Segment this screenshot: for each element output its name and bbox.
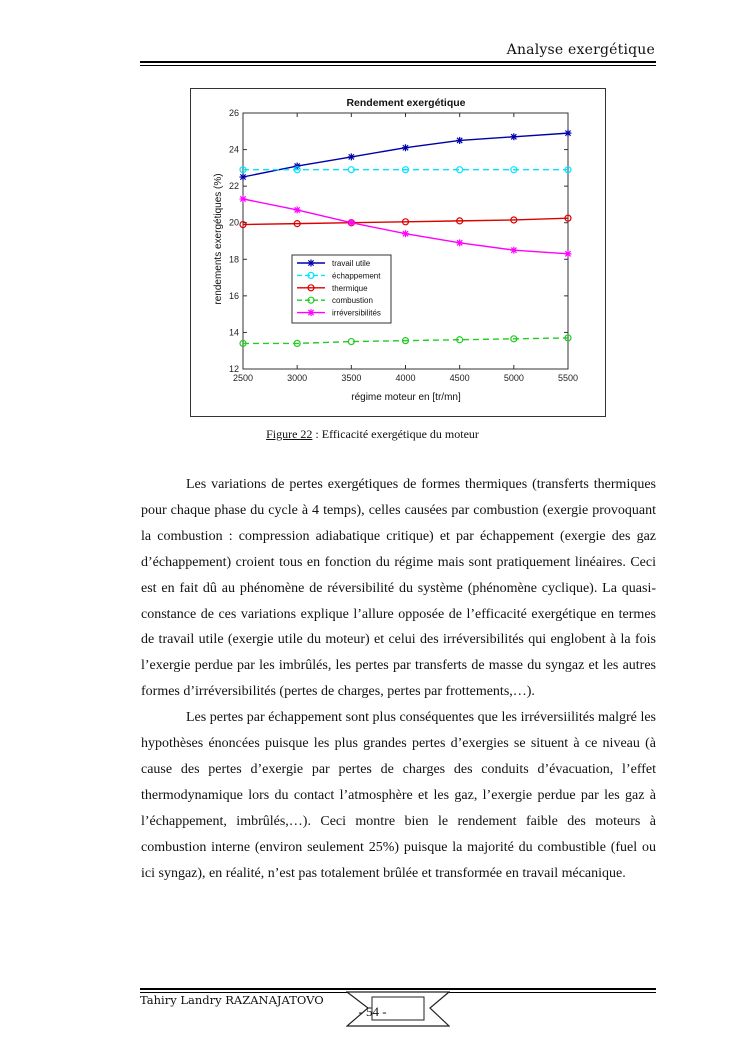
x-tick-label: 2500 — [232, 373, 254, 383]
y-tick-label: 18 — [228, 254, 239, 265]
series-4-point — [294, 206, 301, 213]
x-tick-label: 5500 — [557, 373, 579, 383]
running-header-title: Analyse exergétique — [506, 42, 655, 58]
legend-label-4: irréversibilités — [332, 308, 381, 318]
x-tick-label: 5000 — [503, 373, 524, 383]
line-chart — [191, 89, 605, 416]
y-tick-label: 12 — [228, 364, 239, 374]
legend-label-3: combustion — [332, 296, 373, 306]
series-4-point — [348, 219, 355, 226]
series-0-point — [402, 144, 409, 151]
figure-caption-label: Figure 22 — [266, 427, 313, 441]
legend-label-2: thermique — [332, 283, 368, 293]
figure-caption-text: : Efficacité exergétique du moteur — [312, 427, 479, 441]
figure-caption — [0, 427, 745, 442]
legend-label-0: travail utile — [332, 259, 371, 268]
chart-y-axis-label: rendements exergétiques (%) — [213, 173, 224, 305]
series-0-point — [456, 137, 463, 144]
series-0-point — [565, 130, 572, 137]
series-0-point — [240, 174, 247, 181]
series-0-point — [348, 153, 355, 160]
chart-x-axis-label: régime moteur en [tr/mn] — [351, 392, 461, 403]
series-4-point — [510, 247, 517, 254]
header-rule-thick — [140, 61, 656, 63]
page-number: - 54 - — [358, 1004, 387, 1019]
series-0-point — [510, 133, 517, 140]
x-tick-label: 4000 — [395, 373, 416, 383]
y-tick-label: 24 — [228, 144, 239, 155]
y-tick-label: 14 — [228, 327, 239, 338]
plot-area — [243, 113, 568, 369]
legend-marker-0 — [308, 260, 315, 267]
figure-chart — [190, 88, 606, 417]
body-text — [141, 472, 656, 887]
footer-author: Tahiry Landry RAZANAJATOVO — [140, 993, 324, 1007]
series-4-point — [402, 230, 409, 237]
y-tick-label: 22 — [228, 181, 239, 192]
y-tick-label: 20 — [228, 217, 239, 228]
series-4-point — [240, 195, 247, 202]
paragraph-1: Les variations de pertes exergétiques de formes thermiques (transferts thermiques pour chaque phase du cycle à 4 temps), celles causées par combustion (exergie provoquant la combustion : compression adiabatique critique) et par échappement (exergie des gaz d’échappement) croient tous en fonction du régime mais sont pratiquement linéaires. Ceci est en fait dû au phénomène de réversibilité du système (phénomène cyclique). La quasi-constance de ces variations explique l’allure opposée de l’efficacité exergétique en termes de travail utile (exergie utile du moteur) et celui des irréversibilités qui englobent à la fois l’exergie perdue par les imbrûlés, les pertes par transferts de masse du syngaz et les autres formes d’irréversibilités (pertes de charges, pertes par frottements,…). — [141, 477, 656, 700]
series-4-point — [565, 250, 572, 257]
series-4-point — [456, 239, 463, 246]
paragraph-2: Les pertes par échappement sont plus conséquentes que les irréversiilités malgré les hypothèses énoncées puisque les plus grandes pertes d’exergies se situent à ce niveau (à cause des pertes d’exergie par pertes de charges des conduits d’évacuation, l’effet thermodynamique lors du contact l’atmosphère et les gaz, l’exergie perdue par les gaz à l’échappement, imbrûlés,…). Ceci montre bien le rendement faible des moteurs à combustion interne (environ seulement 25%) puisque la majorité du combustible (fuel ou ici syngaz), en réalité, n’est pas totalement brûlée et transformée en travail mécanique. — [141, 710, 656, 881]
legend-label-1: échappement — [332, 271, 381, 281]
header-rule-thin — [140, 65, 656, 66]
x-tick-label: 3500 — [341, 373, 362, 383]
chart-title: Rendement exergétique — [346, 97, 466, 109]
footer-rule-thick — [140, 988, 656, 990]
x-tick-label: 3000 — [287, 373, 308, 383]
y-tick-label: 26 — [228, 108, 239, 118]
x-tick-label: 4500 — [449, 373, 470, 383]
y-tick-label: 16 — [228, 290, 239, 301]
legend-marker-4 — [308, 309, 315, 316]
